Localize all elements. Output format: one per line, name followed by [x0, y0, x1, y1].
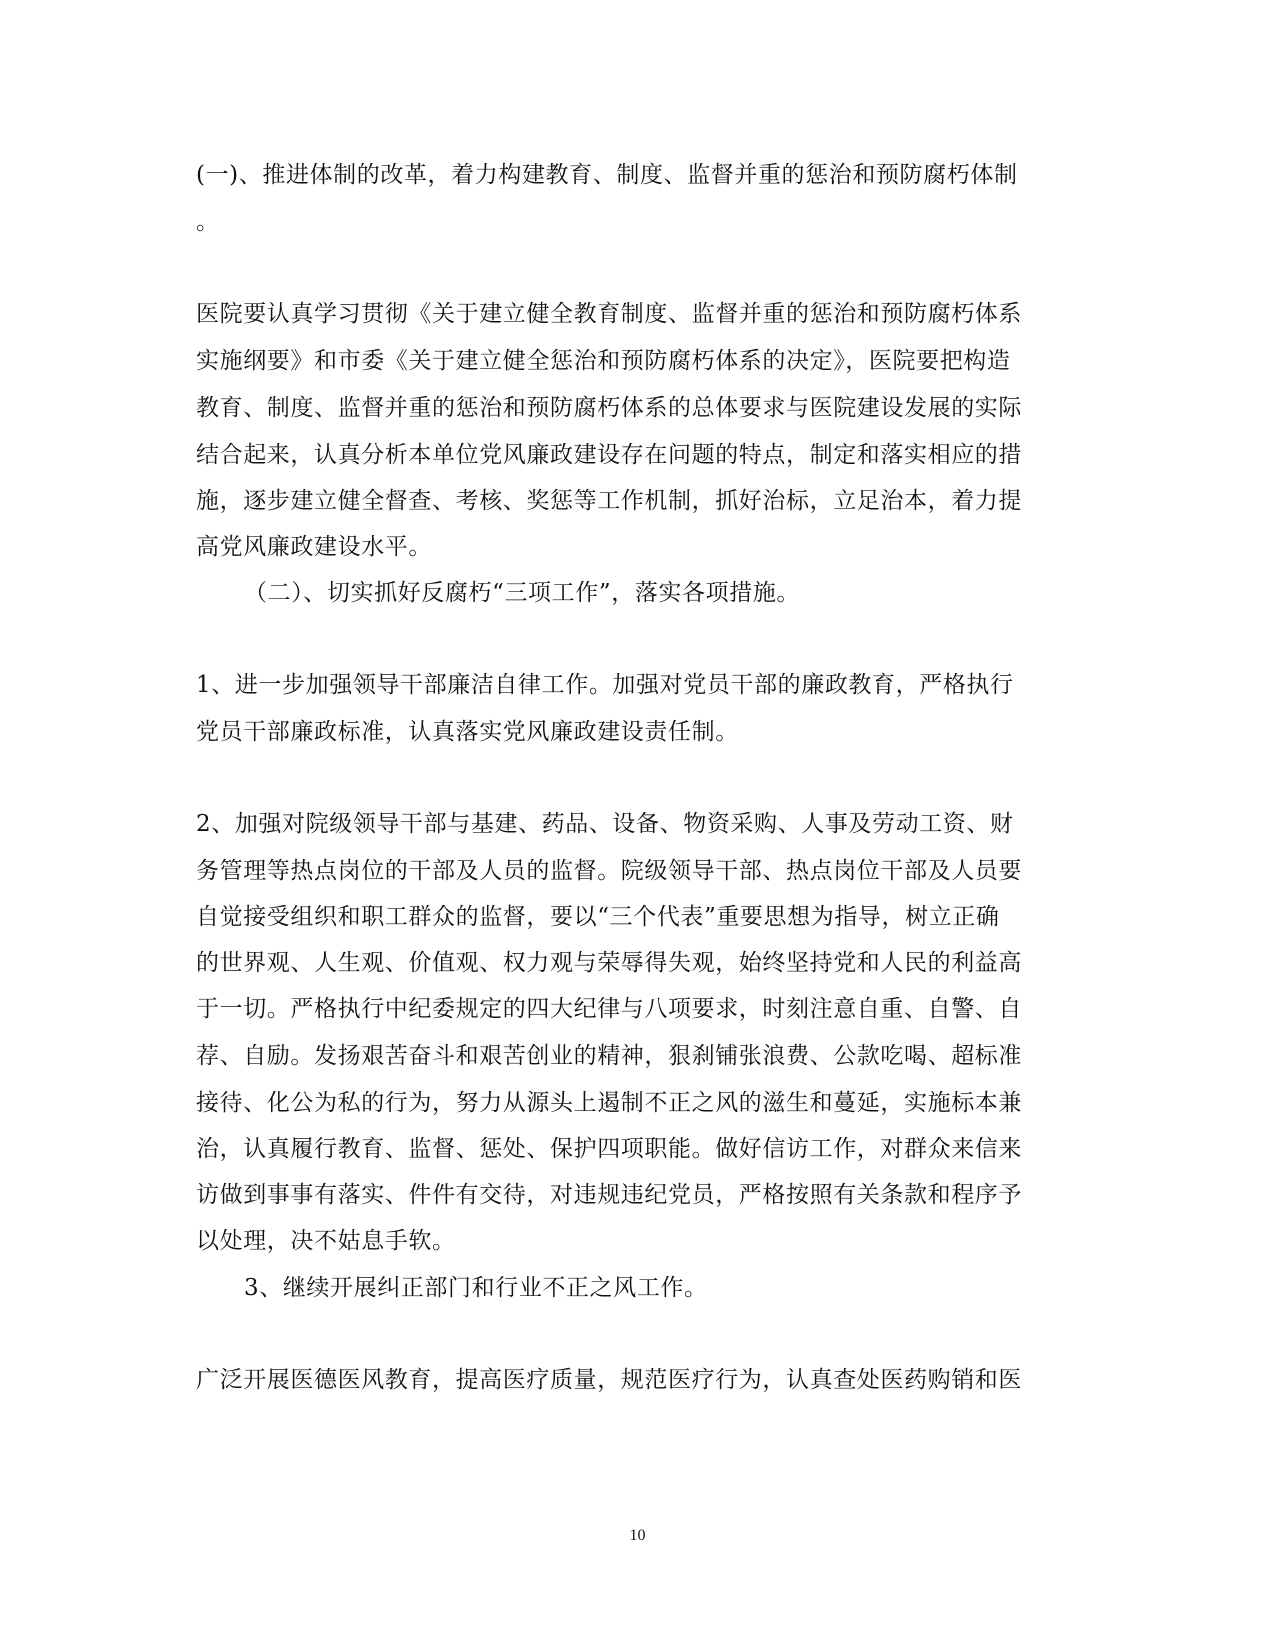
paragraph-line: 教育、制度、监督并重的惩治和预防腐朽体系的总体要求与医院建设发展的实际	[196, 395, 1022, 421]
paragraph-line: 于一切。严格执行中纪委规定的四大纪律与八项要求，时刻注意自重、自警、自	[196, 996, 1022, 1022]
paragraph-line: 务管理等热点岗位的干部及人员的监督。院级领导干部、热点岗位干部及人员要	[196, 858, 1022, 884]
paragraph-line: 结合起来，认真分析本单位党风廉政建设存在问题的特点，制定和落实相应的措	[196, 442, 1022, 468]
section-heading-1: (一)、推进体制的改革，着力构建教育、制度、监督并重的惩治和预防腐朽体制	[196, 162, 1018, 188]
text-line: 。	[196, 209, 220, 235]
paragraph-line: 党员干部廉政标准，认真落实党风廉政建设责任制。	[196, 719, 739, 745]
paragraph-line: 广泛开展医德医风教育，提高医疗质量，规范医疗行为，认真查处医药购销和医	[196, 1367, 1022, 1393]
page-number: 10	[629, 1527, 646, 1544]
section-heading-3: 3、继续开展纠正部门和行业不正之风工作。	[244, 1275, 708, 1301]
paragraph-line: 医院要认真学习贯彻《关于建立健全教育制度、监督并重的惩治和预防腐朽体系	[196, 301, 1022, 327]
paragraph-line: 高党风廉政建设水平。	[196, 534, 432, 560]
paragraph-line: 实施纲要》和市委《关于建立健全惩治和预防腐朽体系的决定》，医院要把构造	[196, 348, 1011, 374]
paragraph-line: 的世界观、人生观、价值观、权力观与荣辱得失观，始终坚持党和人民的利益高	[196, 950, 1022, 976]
paragraph-line: 治，认真履行教育、监督、惩处、保护四项职能。做好信访工作，对群众来信来	[196, 1136, 1022, 1162]
section-heading-2: （二）、切实抓好反腐朽“三项工作”，落实各项措施。	[244, 580, 801, 606]
paragraph-line: 施，逐步建立健全督查、考核、奖惩等工作机制，抓好治标，立足治本，着力提	[196, 488, 1022, 514]
paragraph-line: 1、进一步加强领导干部廉洁自律工作。加强对党员干部的廉政教育，严格执行	[196, 672, 1014, 698]
paragraph-line: 访做到事事有落实、件件有交待，对违规违纪党员，严格按照有关条款和程序予	[196, 1182, 1022, 1208]
paragraph-line: 2、加强对院级领导干部与基建、药品、设备、物资采购、人事及劳动工资、财	[196, 811, 1014, 837]
paragraph-line: 荐、自励。发扬艰苦奋斗和艰苦创业的精神，狠刹铺张浪费、公款吃喝、超标准	[196, 1043, 1022, 1069]
paragraph-line: 接待、化公为私的行为，努力从源头上遏制不正之风的滋生和蔓延，实施标本兼	[196, 1090, 1022, 1116]
paragraph-line: 自觉接受组织和职工群众的监督，要以“三个代表”重要思想为指导，树立正确	[196, 904, 1000, 930]
paragraph-line: 以处理，决不姑息手软。	[196, 1228, 456, 1254]
